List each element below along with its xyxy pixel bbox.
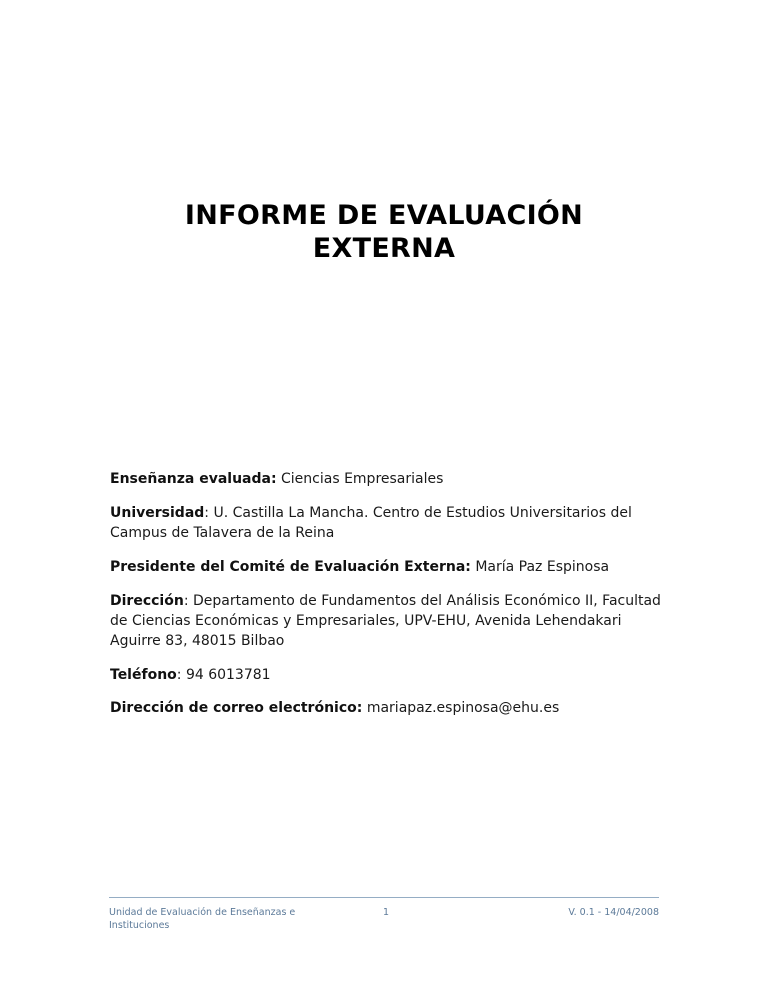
field-label: Universidad (110, 505, 205, 521)
field-value: : 94 6013781 (176, 667, 271, 683)
field-label: Dirección de correo electrónico: (110, 700, 363, 716)
field-value: María Paz Espinosa (470, 559, 610, 575)
field-ensenanza-evaluada (110, 469, 670, 489)
field-value: mariapaz.espinosa@ehu.es (362, 700, 560, 716)
field-universidad (110, 503, 670, 543)
field-label: Presidente del Comité de Evaluación Externa: (110, 559, 471, 575)
field-label: Dirección (110, 593, 184, 609)
footer-divider (109, 897, 659, 898)
field-value: : U. Castilla La Mancha. Centro de Estudios Universitarios del Campus de Talavera de la Reina (110, 505, 632, 541)
field-value: : Departamento de Fundamentos del Análisis Económico II, Facultad de Ciencias Económicas y Empresariales, UPV-EHU, Avenida Lehendakari Aguirre 83, 48015 Bilbao (110, 593, 661, 649)
field-telefono (110, 665, 670, 685)
field-label: Teléfono (110, 667, 177, 683)
title-line-1: INFORME DE EVALUACIÓN (184, 200, 584, 231)
field-presidente (110, 557, 670, 577)
field-label: Enseñanza evaluada: (110, 471, 277, 487)
title-line-2: EXTERNA (312, 233, 456, 264)
document-title (0, 199, 768, 265)
field-value: Ciencias Empresariales (276, 471, 444, 487)
footer-organization: Unidad de Evaluación de Enseñanzas e Instituciones (109, 907, 296, 931)
field-email (110, 698, 670, 718)
footer-page-number: 1 (383, 907, 390, 918)
footer-version: V. 0.1 - 14/04/2008 (568, 907, 659, 918)
field-direccion (110, 591, 670, 651)
